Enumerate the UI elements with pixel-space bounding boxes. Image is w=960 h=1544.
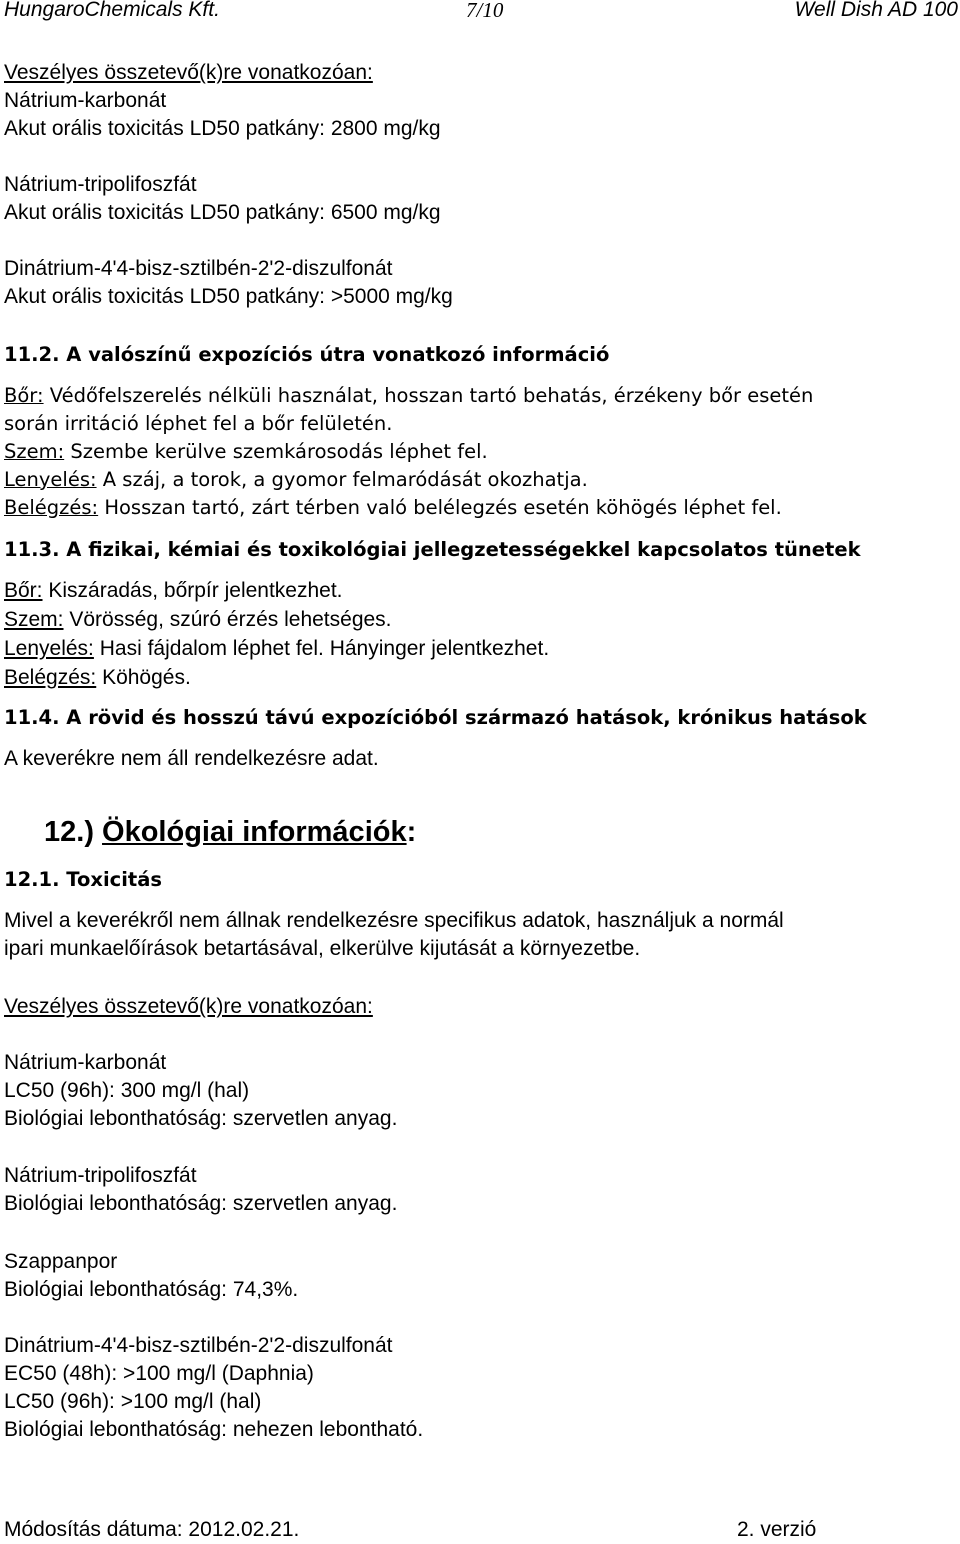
ingestion-text: Hasi fájdalom léphet fel. Hányinger jelentkezhet. [93, 637, 550, 660]
eye-text: Szembe kerülve szemkárosodás léphet fel. [64, 440, 488, 463]
eco-heading: Veszélyes összetevő(k)re vonatkozóan: [4, 995, 373, 1018]
skin-exposure-line [4, 382, 813, 410]
section-12-intro-line-2: ipari munkaelőírások betartásával, elkerülve kijutását a környezetbe. [4, 937, 641, 960]
section-11-2-heading: 11.2. A valószínű expozíciós útra vonatkozó információ [4, 343, 610, 366]
section-12-intro-line-1: Mivel a keverékről nem állnak rendelkezésre specifikus adatok, használjuk a normál [4, 909, 784, 932]
inhalation-exposure-line [4, 494, 782, 522]
section-11-4-heading: 11.4. A rövid és hosszú távú expozícióból származó hatások, krónikus hatások [4, 706, 867, 729]
tox-heading: Veszélyes összetevő(k)re vonatkozóan: [4, 61, 373, 84]
eco-substance-name: Szappanpor [4, 1250, 118, 1273]
header-company: HungaroChemicals Kft. [4, 0, 220, 21]
eco-value: EC50 (48h): >100 mg/l (Daphnia) [4, 1362, 314, 1385]
skin-label: Bőr: [4, 579, 43, 602]
skin-exposure-line-2: során irritáció léphet fel a bőr felületén. [4, 412, 393, 435]
inhalation-label: Belégzés: [4, 496, 99, 519]
tox-substance-name: Dinátrium-4'4-bisz-sztilbén-2'2-diszulfonát [4, 257, 393, 280]
header-page-number: 7/10 [466, 0, 504, 22]
inhalation-text: Köhögés. [96, 666, 191, 689]
eco-value: Biológiai lebonthatóság: 74,3%. [4, 1278, 299, 1301]
eco-value: Biológiai lebonthatóság: szervetlen anyag. [4, 1192, 398, 1215]
tox-substance-value: Akut orális toxicitás LD50 patkány: 2800 mg/kg [4, 117, 441, 140]
section-12-1-heading: 12.1. Toxicitás [4, 868, 163, 891]
tox-substance-value: Akut orális toxicitás LD50 patkány: >5000 mg/kg [4, 285, 453, 308]
eye-label: Szem: [4, 608, 64, 631]
tox-substance-name: Nátrium-tripolifoszfát [4, 173, 197, 196]
eco-substance-name: Nátrium-karbonát [4, 1051, 167, 1074]
eye-text: Vörösség, szúró érzés lehetséges. [63, 608, 392, 631]
section-12-colon: : [406, 816, 417, 848]
inhalation-text: Hosszan tartó, zárt térben való belélegzés esetén köhögés léphet fel. [98, 496, 782, 519]
ingestion-symptom-line [4, 635, 549, 663]
section-12-title: Ökológiai információk [102, 816, 407, 848]
footer-modified-date: Módosítás dátuma: 2012.02.21. [4, 1518, 300, 1541]
eco-substance-name: Dinátrium-4'4-bisz-sztilbén-2'2-diszulfonát [4, 1334, 393, 1357]
skin-symptom-line [4, 577, 343, 605]
ingestion-exposure-line [4, 466, 588, 494]
skin-text: Kiszáradás, bőrpír jelentkezhet. [42, 579, 343, 602]
eco-substance-name: Nátrium-tripolifoszfát [4, 1164, 197, 1187]
eco-value: Biológiai lebonthatóság: nehezen lebontható. [4, 1418, 424, 1441]
eco-value: LC50 (96h): >100 mg/l (hal) [4, 1390, 262, 1413]
eye-exposure-line [4, 438, 488, 466]
section-11-3-heading: 11.3. A fizikai, kémiai és toxikológiai jellegzetességekkel kapcsolatos tünetek [4, 538, 861, 561]
inhalation-label: Belégzés: [4, 666, 97, 689]
tox-substance-name: Nátrium-karbonát [4, 89, 167, 112]
eye-symptom-line [4, 606, 392, 634]
header-product: Well Dish AD 100 [794, 0, 958, 21]
inhalation-symptom-line [4, 664, 191, 692]
eye-label: Szem: [4, 440, 65, 463]
section-12-number: 12.) [44, 816, 103, 848]
ingestion-text: A száj, a torok, a gyomor felmaródását okozhatja. [96, 468, 588, 491]
eco-value: LC50 (96h): 300 mg/l (hal) [4, 1079, 250, 1102]
footer-version: 2. verzió [737, 1518, 817, 1541]
section-11-4-text: A keverékre nem áll rendelkezésre adat. [4, 747, 379, 770]
skin-label: Bőr: [4, 384, 44, 407]
eco-value: Biológiai lebonthatóság: szervetlen anyag. [4, 1107, 398, 1130]
ingestion-label: Lenyelés: [4, 468, 97, 491]
section-12-heading [44, 816, 416, 849]
tox-substance-value: Akut orális toxicitás LD50 patkány: 6500 mg/kg [4, 201, 441, 224]
ingestion-label: Lenyelés: [4, 637, 94, 660]
skin-text: Védőfelszerelés nélküli használat, hosszan tartó behatás, érzékeny bőr esetén [43, 384, 814, 407]
